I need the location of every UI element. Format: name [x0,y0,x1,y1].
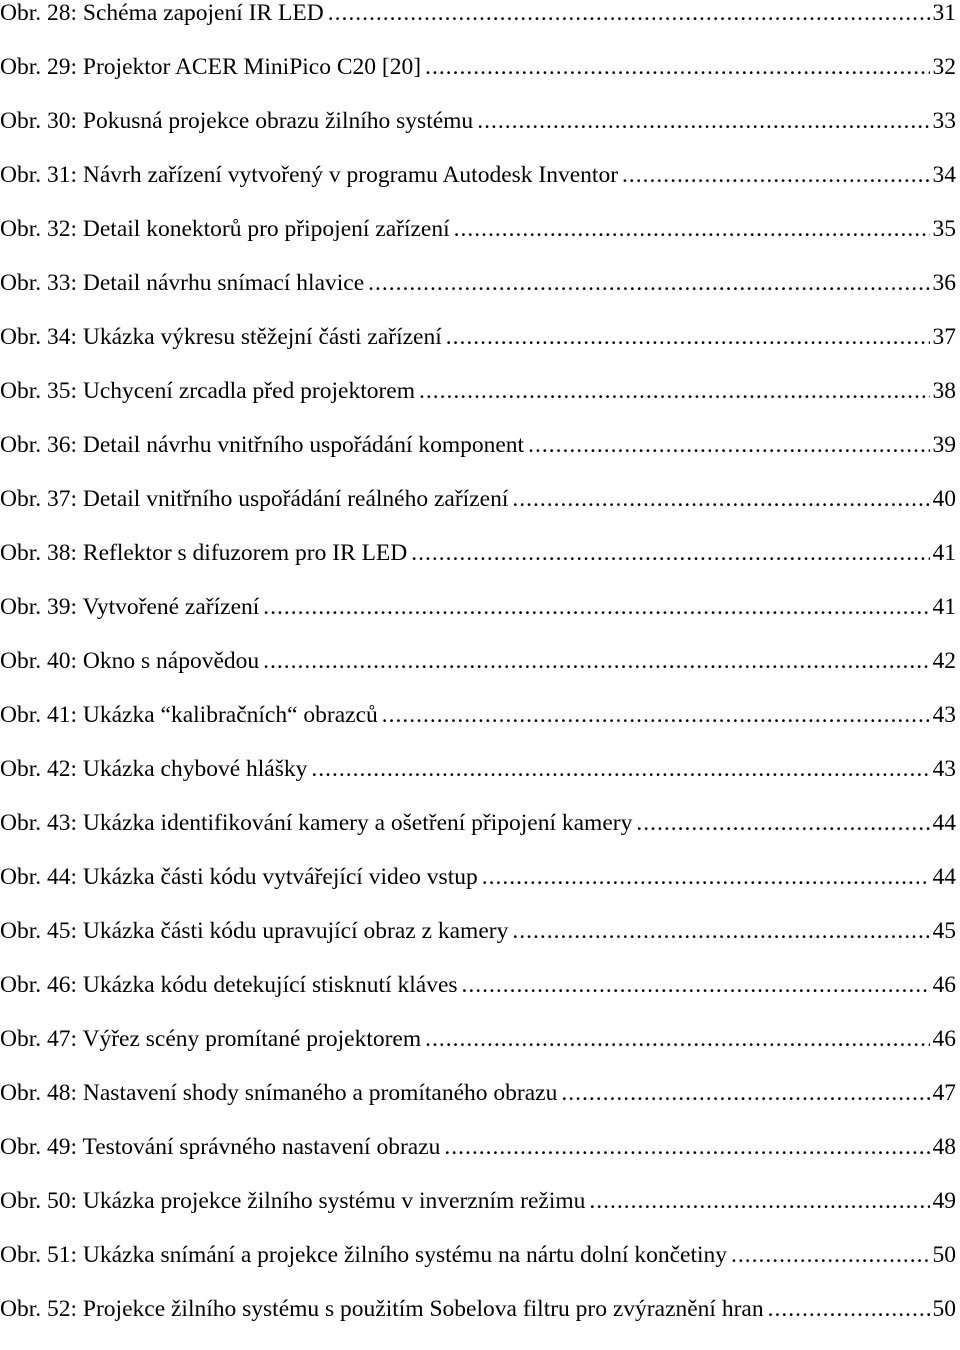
entry-title: Obr. 46: Ukázka kódu detekující stisknutí kláves [0,972,458,998]
entry-title: Obr. 51: Ukázka snímání a projekce žilního systému na nártu dolní končetiny [0,1242,728,1268]
toc-entry[interactable] [0,1188,956,1242]
entry-title: Obr. 29: Projektor ACER MiniPico C20 [20] [0,54,422,80]
dot-leader [263,594,930,620]
dot-leader [446,324,930,350]
entry-page: 41 [932,594,956,620]
entry-page: 41 [932,540,956,566]
entry-title: Obr. 44: Ukázka části kódu vytvářející video vstup [0,864,478,890]
entry-page: 46 [932,1026,956,1052]
toc-entry[interactable] [0,756,956,810]
toc-entry[interactable] [0,594,956,648]
toc-entry[interactable] [0,648,956,702]
entry-page: 32 [932,54,956,80]
toc-entry[interactable] [0,0,956,54]
entry-page: 48 [932,1134,956,1160]
entry-title: Obr. 31: Návrh zařízení vytvořený v programu Autodesk Inventor [0,162,619,188]
entry-title: Obr. 38: Reflektor s difuzorem pro IR LED [0,540,408,566]
entry-title: Obr. 35: Uchycení zrcadla před projektorem [0,378,416,404]
entry-page: 49 [932,1188,956,1214]
entry-page: 33 [932,108,956,134]
dot-leader [368,270,930,296]
dot-leader [311,756,930,782]
toc-entry[interactable] [0,1080,956,1134]
entry-title: Obr. 43: Ukázka identifikování kamery a ošetření připojení kamery [0,810,633,836]
dot-leader [425,1026,930,1052]
entry-page: 39 [932,432,956,458]
entry-title: Obr. 45: Ukázka části kódu upravující obraz z kamery [0,918,509,944]
toc-entry[interactable] [0,1026,956,1080]
dot-leader [328,0,930,26]
entry-title: Obr. 39: Vytvořené zařízení [0,594,260,620]
entry-title: Obr. 30: Pokusná projekce obrazu žilního systému [0,108,474,134]
toc-entry[interactable] [0,1134,956,1188]
entry-title: Obr. 48: Nastavení shody snímaného a promítaného obrazu [0,1080,558,1106]
toc-entry[interactable] [0,918,956,972]
dot-leader [768,1296,930,1322]
entry-title: Obr. 42: Ukázka chybové hlášky [0,756,308,782]
toc-entry[interactable] [0,162,956,216]
entry-page: 45 [932,918,956,944]
toc-entry[interactable] [0,108,956,162]
dot-leader [411,540,930,566]
toc-entry[interactable] [0,216,956,270]
entry-page: 34 [932,162,956,188]
toc-entry[interactable] [0,378,956,432]
dot-leader [561,1080,930,1106]
dot-leader [454,216,930,242]
entry-page: 44 [932,864,956,890]
entry-title: Obr. 28: Schéma zapojení IR LED [0,0,324,26]
entry-page: 42 [932,648,956,674]
entry-title: Obr. 32: Detail konektorů pro připojení zařízení [0,216,450,242]
dot-leader [636,810,930,836]
dot-leader [477,108,930,134]
dot-leader [512,486,930,512]
entry-page: 44 [932,810,956,836]
entry-title: Obr. 52: Projekce žilního systému s použitím Sobelova filtru pro zvýraznění hran [0,1296,764,1322]
entry-page: 46 [932,972,956,998]
entry-page: 31 [932,0,956,26]
toc-entry[interactable] [0,324,956,378]
dot-leader [425,54,930,80]
entry-title: Obr. 50: Ukázka projekce žilního systému v inverzním režimu [0,1188,586,1214]
entry-title: Obr. 40: Okno s nápovědou [0,648,260,674]
dot-leader [528,432,930,458]
entry-page: 38 [932,378,956,404]
entry-page: 50 [932,1242,956,1268]
entry-page: 43 [932,702,956,728]
dot-leader [382,702,930,728]
entry-page: 35 [932,216,956,242]
toc-entry[interactable] [0,972,956,1026]
entry-page: 40 [932,486,956,512]
entry-title: Obr. 47: Výřez scény promítané projektorem [0,1026,422,1052]
dot-leader [589,1188,930,1214]
toc-entry[interactable] [0,486,956,540]
toc-entry[interactable] [0,432,956,486]
toc-entry[interactable] [0,54,956,108]
entry-title: Obr. 49: Testování správného nastavení obrazu [0,1134,441,1160]
entry-page: 43 [932,756,956,782]
toc-entry[interactable] [0,864,956,918]
dot-leader [444,1134,930,1160]
toc-entry[interactable] [0,702,956,756]
toc-entry[interactable] [0,540,956,594]
dot-leader [419,378,930,404]
dot-leader [263,648,930,674]
entry-title: Obr. 37: Detail vnitřního uspořádání reálného zařízení [0,486,509,512]
toc-entry[interactable] [0,1296,956,1350]
entry-page: 37 [932,324,956,350]
entry-title: Obr. 41: Ukázka “kalibračních“ obrazců [0,702,378,728]
entry-page: 50 [932,1296,956,1322]
entry-title: Obr. 33: Detail návrhu snímací hlavice [0,270,365,296]
entry-page: 47 [932,1080,956,1106]
dot-leader [462,972,930,998]
dot-leader [622,162,930,188]
dot-leader [512,918,930,944]
dot-leader [482,864,930,890]
dot-leader [731,1242,930,1268]
entry-page: 36 [932,270,956,296]
entry-title: Obr. 36: Detail návrhu vnitřního uspořádání komponent [0,432,525,458]
toc-entry[interactable] [0,810,956,864]
toc-entry[interactable] [0,270,956,324]
toc-entry[interactable] [0,1242,956,1296]
entry-title: Obr. 34: Ukázka výkresu stěžejní části zařízení [0,324,442,350]
